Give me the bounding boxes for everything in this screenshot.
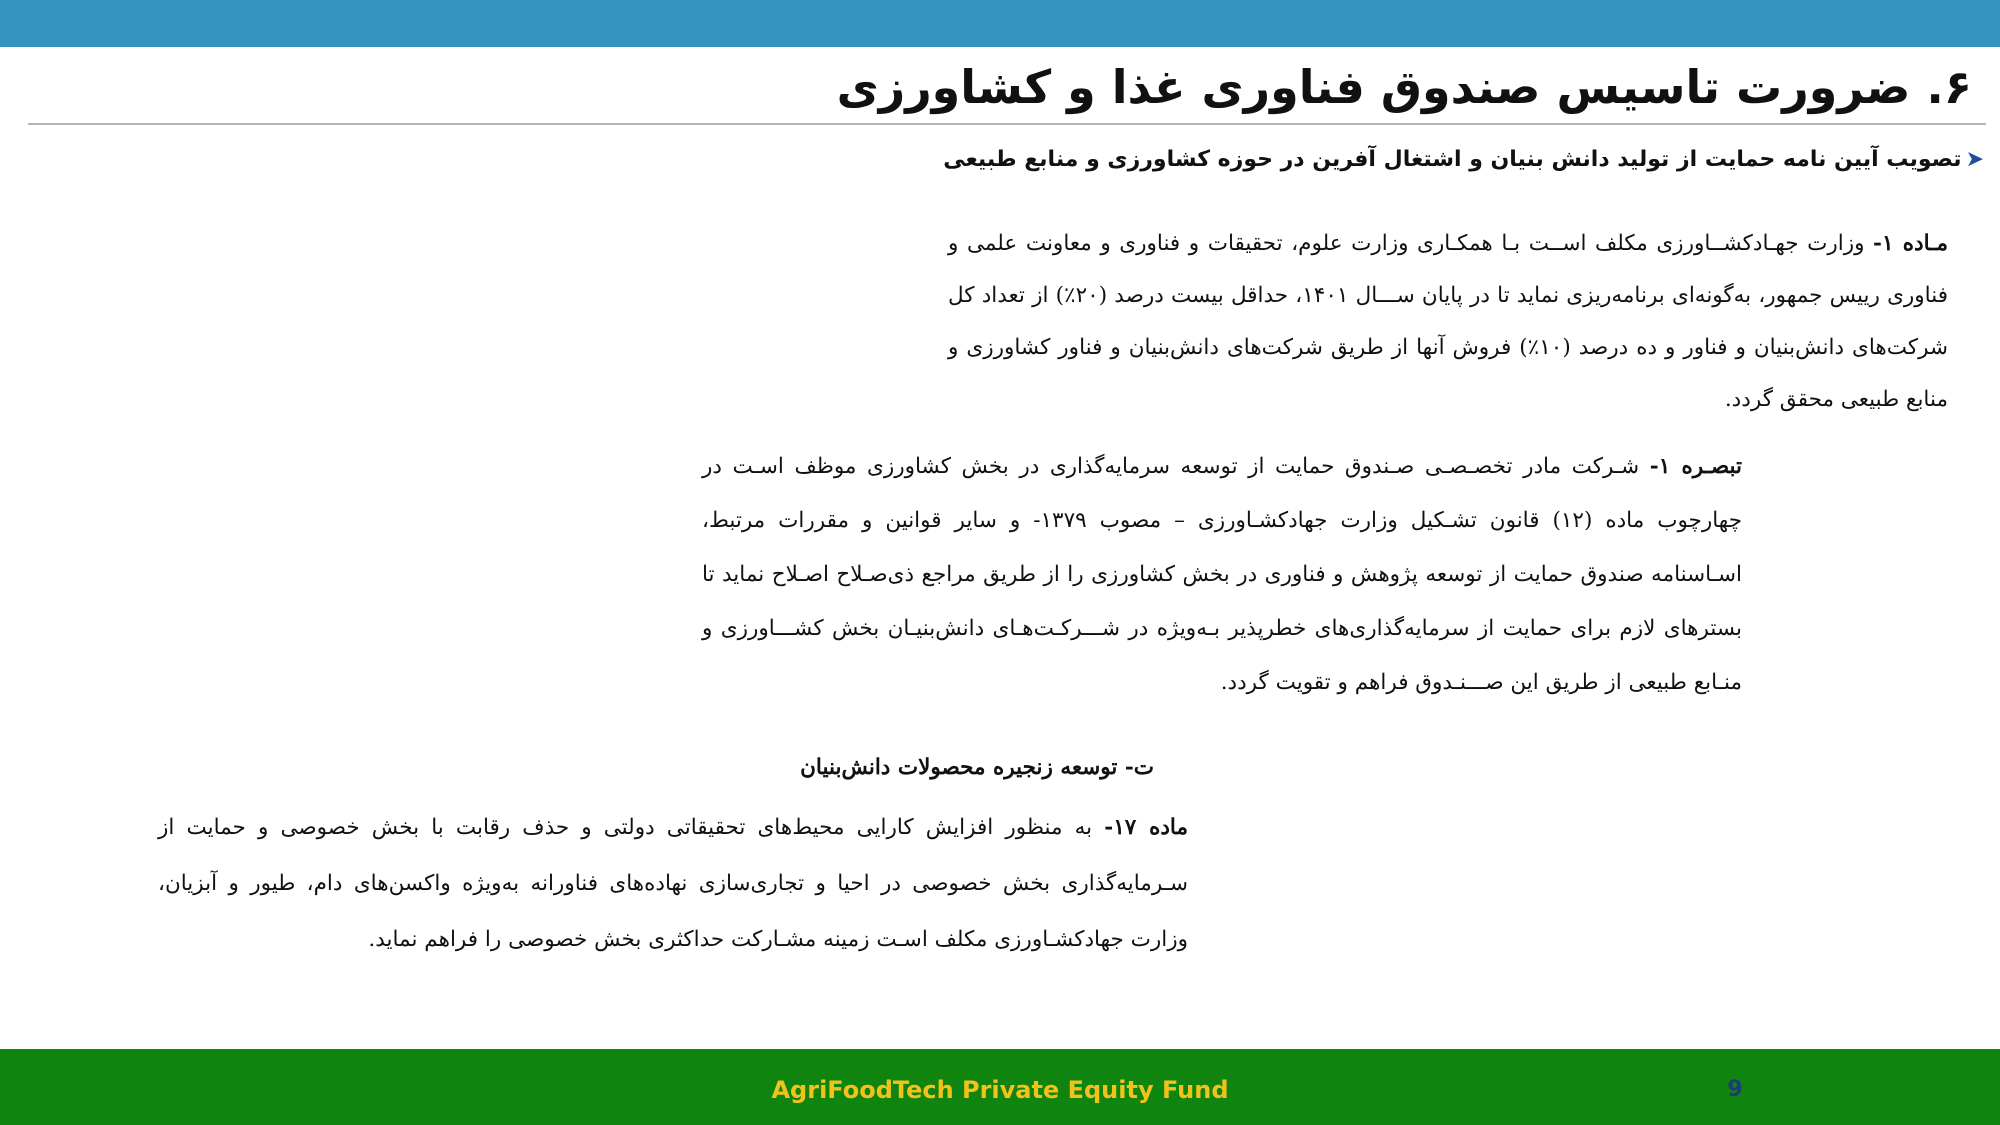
- article-17-paragraph: [158, 800, 1188, 968]
- note-1-label: تبصـره ۱-: [1649, 454, 1742, 479]
- page-number: 9: [1727, 1077, 1743, 1102]
- article-1-paragraph: [948, 218, 1948, 426]
- article-17-text: به منظور افزایش کارایی محیط‌های تحقیقاتی دولتی و حذف رقابت با بخش خصوصی و حمایت از سـرمایه‌گذاری بخش خصوصی در احیا و تجاری‌سازی نهاده‌های فناورانه به‌ویژه واکسن‌های دام، طیور و آبزیان، وزارت جهادکشـاورزی مکلف اسـت زمینه مشـارکت حداکثری بخش خصوصی را فراهم نماید.: [158, 815, 1188, 952]
- article-1-text: وزارت جهـادکشــاورزی مکلف اســت بـا همکـاری وزارت علوم، تحقیقات و فناوری و معاونت علمی و فناوری رییس جمهور، به‌گونه‌ای برنامه‌ریزی نماید تا در پایان ســـال ۱۴۰۱، حداقل بیست درصد (۲۰٪) از تعداد کل شرکت‌های دانش‌بنیان و فناور و ده درصد (۱۰٪) فروش آنها از طریق شرکت‌های دانش‌بنیان و فناور کشاورزی و منابع طبیعی محقق گردد.: [948, 231, 1948, 412]
- article-17-label: ماده ۱۷-: [1104, 815, 1188, 840]
- bullet-item: [943, 140, 1984, 180]
- note-1-paragraph: [702, 440, 1742, 710]
- title-divider: [28, 123, 1986, 125]
- footer-title: AgriFoodTech Private Equity Fund: [771, 1076, 1229, 1104]
- top-header-bar: [0, 0, 2000, 47]
- arrow-bullet-icon: ➤: [1965, 147, 1984, 172]
- article-1-label: مـاده ۱-: [1873, 231, 1948, 256]
- section-heading: ت- توسعه زنجیره محصولات دانش‌بنیان: [800, 755, 1154, 780]
- note-1-text: شـرکت مادر تخصـصـی صـندوق حمایت از توسعه سرمایه‌گذاری در بخش کشاورزی موظف اسـت در چهارچوب ماده (۱۲) قانون تشـکیل وزارت جهادکشـاورزی – مصوب ۱۳۷۹- و سایر قوانین و مقررات مرتبط، اسـاسنامه صندوق حمایت از توسعه پژوهش و فناوری در بخش کشاورزی را از طریق مراجع ذی‌صـلاح اصـلاح نماید تا بسترهای لازم برای حمایت از سرمایه‌گذاری‌های خطرپذیر بـه‌ویژه در شـــرکـت‌هـای دانش‌بنیـان بخش کشـــاورزی و منـابع طبیعی از طریق این صـــنـدوق فراهم و تقویت گردد.: [702, 454, 1742, 695]
- slide-title: ۶. ضرورت تاسیس صندوق فناوری غذا و کشاورزی: [836, 60, 1972, 114]
- bullet-text: تصویب آیین نامه حمایت از تولید دانش بنیان و اشتغال آفرین در حوزه کشاورزی و منابع طبیعی: [943, 147, 1962, 172]
